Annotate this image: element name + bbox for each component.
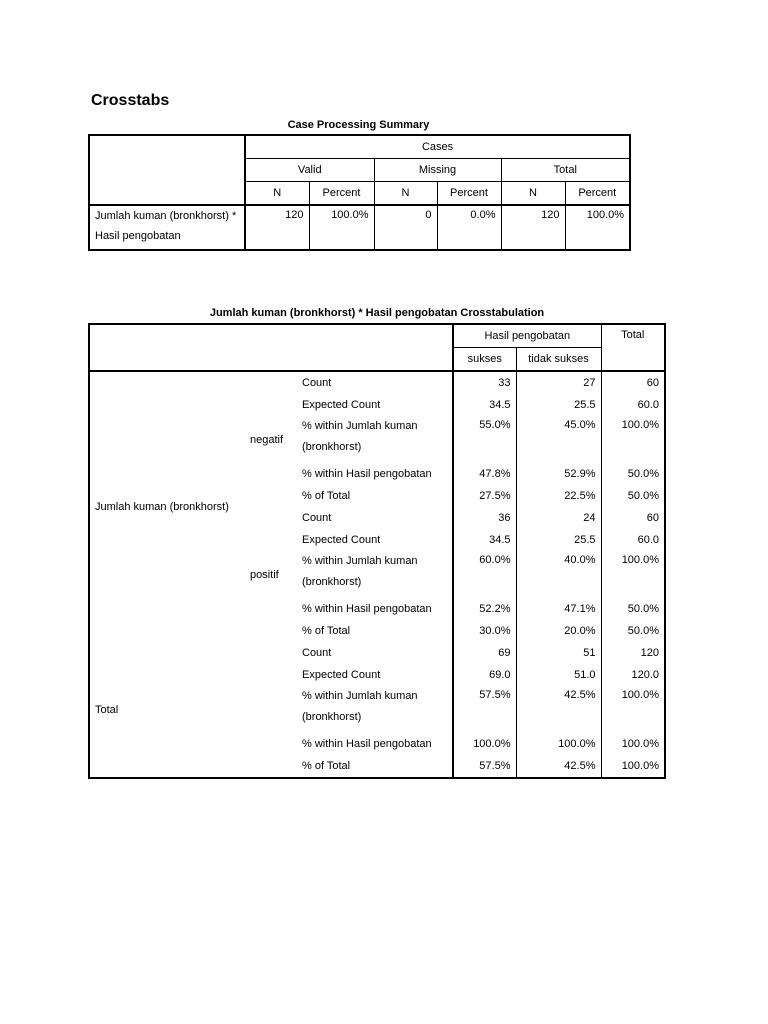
col-header-tidak-sukses: tidak sukses <box>516 348 601 372</box>
value-cell: 52.9% <box>516 463 601 485</box>
stat-label: Expected Count <box>302 399 381 411</box>
stat-label-line2: (bronkhorst) <box>302 711 362 723</box>
row-variable-label: Jumlah kuman (bronkhorst) <box>95 501 229 513</box>
value-cell: 27 <box>516 371 601 394</box>
stat-label: Expected Count <box>302 669 381 681</box>
stat-label: % within Hasil pengobatan <box>302 603 432 615</box>
group-label-negatif: negatif <box>250 433 284 446</box>
value-cell: 50.0% <box>601 598 665 620</box>
value-cell: 60 <box>601 507 665 529</box>
group-label-positif: positif <box>250 568 279 581</box>
value-cell: 0.0% <box>437 205 501 250</box>
value-cell: 50.0% <box>601 620 665 642</box>
value-cell: 100.0% <box>453 733 516 755</box>
value-cell: 100.0% <box>601 416 665 463</box>
value-cell: 25.5 <box>516 394 601 416</box>
value-cell: 120 <box>501 205 565 250</box>
value-cell: 20.0% <box>516 620 601 642</box>
row-label-line2: Hasil pengobatan <box>95 230 181 242</box>
value-cell: 120.0 <box>601 664 665 686</box>
value-cell: 100.0% <box>309 205 374 250</box>
sub-header: Percent <box>565 182 630 206</box>
value-cell: 69.0 <box>453 664 516 686</box>
stat-label: Count <box>302 647 332 659</box>
sub-header: Percent <box>309 182 374 206</box>
col-group-header: Hasil pengobatan <box>453 324 601 348</box>
value-cell: 24 <box>516 507 601 529</box>
value-cell: 34.5 <box>453 394 516 416</box>
sub-header: Percent <box>437 182 501 206</box>
value-cell: 50.0% <box>601 485 665 507</box>
stat-label: Count <box>302 512 332 524</box>
stat-label: % of Total <box>302 760 351 772</box>
value-cell: 60.0 <box>601 529 665 551</box>
value-cell: 100.0% <box>565 205 630 250</box>
stat-label-line1: % within Jumlah kuman <box>302 555 418 567</box>
crosstab-title: Jumlah kuman (bronkhorst) * Hasil pengobatan Crosstabulation <box>209 307 545 319</box>
value-cell: 34.5 <box>453 529 516 551</box>
value-cell: 47.1% <box>516 598 601 620</box>
stat-label: % within Hasil pengobatan <box>302 738 432 750</box>
stat-label <box>297 416 453 463</box>
value-cell: 100.0% <box>601 733 665 755</box>
value-cell: 0 <box>374 205 437 250</box>
col-header-sukses: sukses <box>453 348 516 372</box>
stat-label: % of Total <box>302 490 351 502</box>
sub-header: N <box>245 182 309 206</box>
value-cell: 42.5% <box>516 686 601 733</box>
stat-label: Expected Count <box>302 534 381 546</box>
row-label <box>89 205 245 250</box>
value-cell: 60.0 <box>601 394 665 416</box>
case-summary-table <box>88 134 631 251</box>
value-cell: 51 <box>516 642 601 664</box>
total-row-label: Total <box>95 703 119 716</box>
value-cell: 51.0 <box>516 664 601 686</box>
stat-label-line2: (bronkhorst) <box>302 441 362 453</box>
value-cell: 100.0% <box>601 686 665 733</box>
page-heading: Crosstabs <box>91 92 170 109</box>
stat-label: % of Total <box>302 625 351 637</box>
value-cell: 52.2% <box>453 598 516 620</box>
cases-header: Cases <box>245 135 630 159</box>
value-cell: 69 <box>453 642 516 664</box>
value-cell: 120 <box>245 205 309 250</box>
group-header-total: Total <box>501 159 630 182</box>
value-cell: 57.5% <box>453 755 516 778</box>
value-cell: 100.0% <box>601 755 665 778</box>
value-cell: 42.5% <box>516 755 601 778</box>
value-cell: 40.0% <box>516 551 601 598</box>
group-header-valid: Valid <box>245 159 374 182</box>
stat-label <box>297 551 453 598</box>
corner-cell <box>89 324 453 371</box>
value-cell: 25.5 <box>516 529 601 551</box>
value-cell: 60.0% <box>453 551 516 598</box>
stat-label-line2: (bronkhorst) <box>302 576 362 588</box>
stat-label: Count <box>302 377 332 389</box>
value-cell: 100.0% <box>601 551 665 598</box>
value-cell: 47.8% <box>453 463 516 485</box>
value-cell: 55.0% <box>453 416 516 463</box>
value-cell: 33 <box>453 371 516 394</box>
group-header-missing: Missing <box>374 159 501 182</box>
crosstab-table <box>88 323 666 779</box>
value-cell: 22.5% <box>516 485 601 507</box>
corner-cell <box>89 135 245 205</box>
value-cell: 50.0% <box>601 463 665 485</box>
value-cell: 36 <box>453 507 516 529</box>
value-cell: 45.0% <box>516 416 601 463</box>
sub-header: N <box>374 182 437 206</box>
stat-label: % within Hasil pengobatan <box>302 468 432 480</box>
value-cell: 30.0% <box>453 620 516 642</box>
value-cell: 60 <box>601 371 665 394</box>
row-label-line1: Jumlah kuman (bronkhorst) * <box>95 210 237 222</box>
case-summary-title: Case Processing Summary <box>287 119 430 131</box>
stat-label-line1: % within Jumlah kuman <box>302 420 418 432</box>
value-cell: 120 <box>601 642 665 664</box>
col-total-header: Total <box>601 324 665 371</box>
value-cell: 27.5% <box>453 485 516 507</box>
sub-header: N <box>501 182 565 206</box>
value-cell: 57.5% <box>453 686 516 733</box>
stat-label-line1: % within Jumlah kuman <box>302 690 418 702</box>
stat-label <box>297 686 453 733</box>
value-cell: 100.0% <box>516 733 601 755</box>
